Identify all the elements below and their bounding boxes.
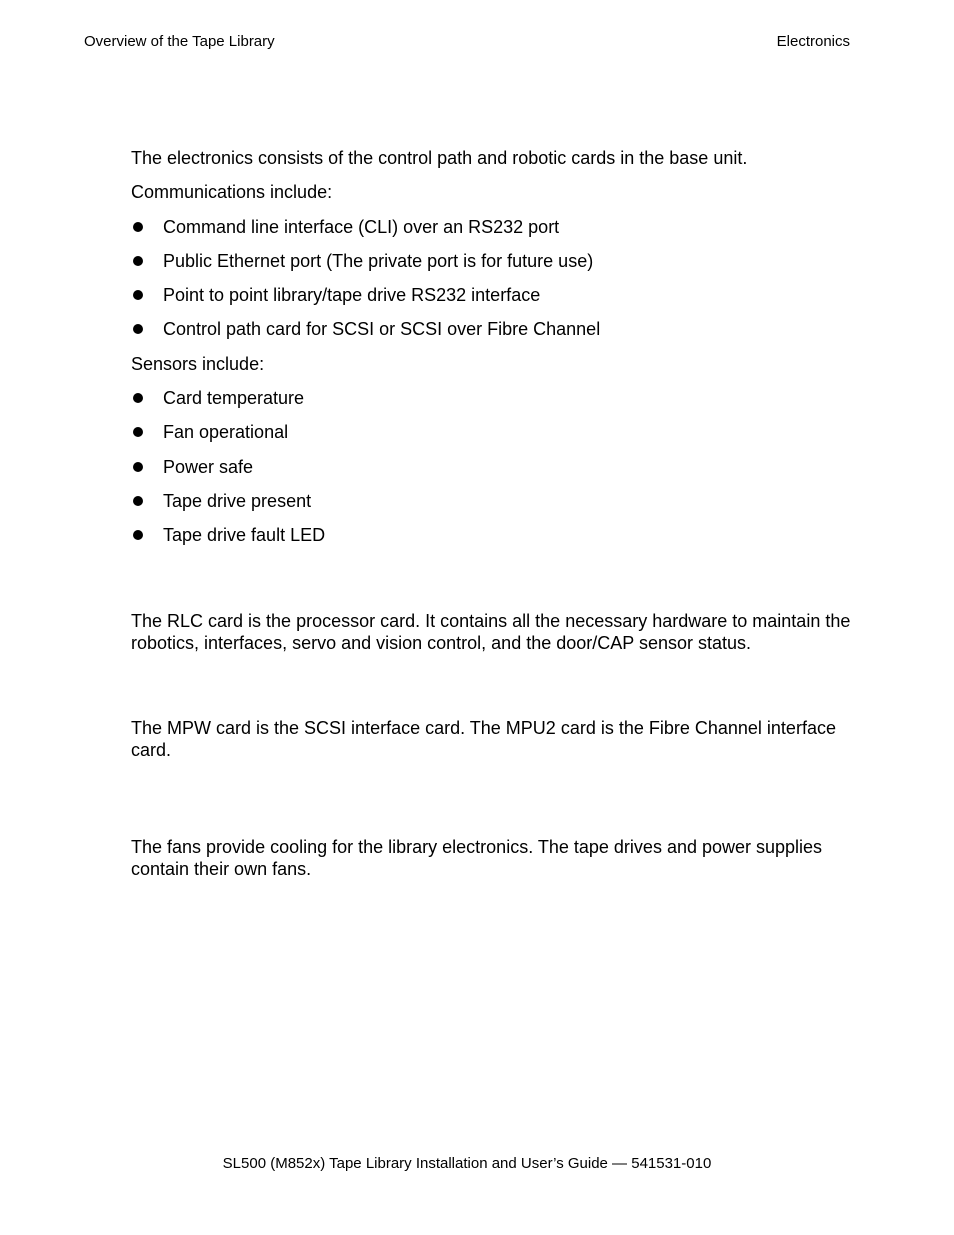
list-item-text: Fan operational <box>163 422 289 443</box>
list-item <box>131 285 861 307</box>
list-item-text: Tape drive present <box>163 490 312 511</box>
list-item-text: Tape drive fault LED <box>163 525 326 546</box>
rlc-card-paragraph: The RLC card is the processor card. It contains all the necessary hardware to maintain the robotics, interfaces, servo and vision control, and the door/CAP sensor status. <box>131 611 851 653</box>
list-item <box>131 251 861 273</box>
list-item-text: Command line interface (CLI) over an RS232 port <box>163 216 560 237</box>
list-item <box>131 422 861 444</box>
page-footer: SL500 (M852x) Tape Library Installation and User’s Guide — 541531-010 <box>222 1155 712 1172</box>
electronics-intro: The electronics consists of the control path and robotic cards in the base unit. <box>131 148 748 168</box>
list-item <box>131 319 861 341</box>
running-header-chapter: Overview of the Tape Library <box>84 33 275 50</box>
bullet-icon <box>133 462 143 472</box>
electronics-section <box>131 148 861 560</box>
list-item <box>131 457 861 479</box>
bullet-icon <box>133 496 143 506</box>
list-item-text: Control path card for SCSI or SCSI over Fibre Channel <box>163 319 601 340</box>
mpw-card-paragraph: The MPW card is the SCSI interface card. The MPU2 card is the Fibre Channel interface card. <box>131 718 836 760</box>
list-item <box>131 525 861 547</box>
sensors-list <box>131 388 861 547</box>
list-item-text: Point to point library/tape drive RS232 interface <box>163 285 541 306</box>
bullet-icon <box>133 290 143 300</box>
communications-lead: Communications include: <box>131 182 333 203</box>
running-header-section: Electronics <box>776 33 850 50</box>
bullet-icon <box>133 427 143 437</box>
list-item-text: Card temperature <box>163 388 305 409</box>
list-item <box>131 491 861 513</box>
bullet-icon <box>133 222 143 232</box>
bullet-icon <box>133 530 143 540</box>
communications-list <box>131 217 861 341</box>
sensors-lead: Sensors include: <box>131 353 265 374</box>
list-item <box>131 388 861 410</box>
bullet-icon <box>133 393 143 403</box>
fans-paragraph: The fans provide cooling for the library electronics. The tape drives and power supplies contain their own fans. <box>131 837 823 879</box>
list-item <box>131 217 861 239</box>
bullet-icon <box>133 256 143 266</box>
list-item-text: Power safe <box>163 456 254 477</box>
list-item-text: Public Ethernet port (The private port is for future use) <box>163 250 594 271</box>
bullet-icon <box>133 324 143 334</box>
